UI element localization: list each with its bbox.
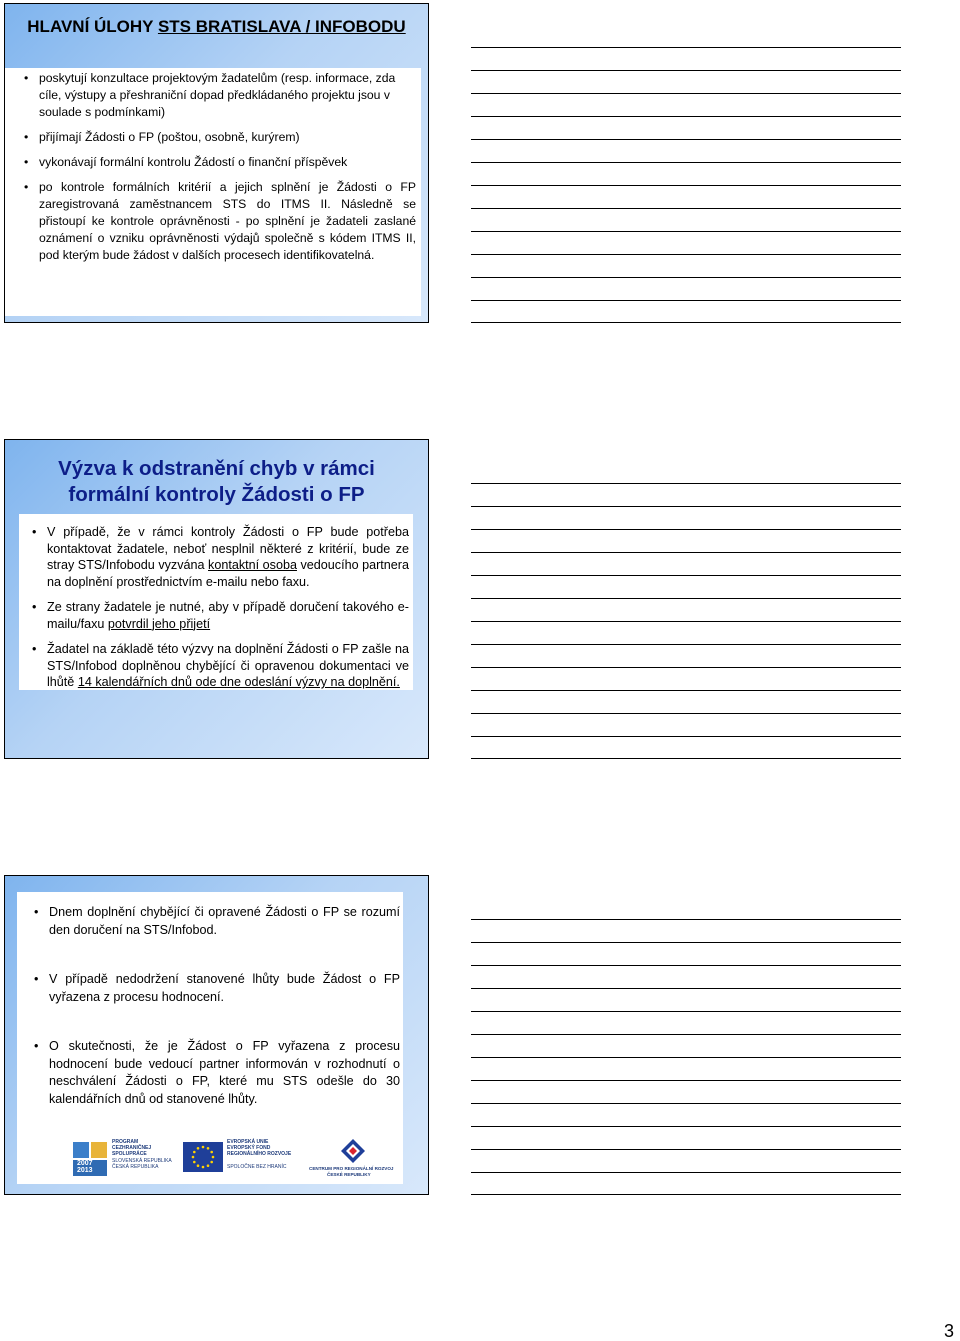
eu-logo bbox=[183, 1138, 303, 1178]
text-run: Ze strany žadatele je nutné, aby v případě doručení takového e-mailu/faxu bbox=[47, 600, 409, 631]
eu-line-1: EVROPSKÁ UNIE bbox=[227, 1139, 269, 1145]
note-line bbox=[471, 1034, 901, 1035]
eu-line-2: EVROPSKÝ FOND bbox=[227, 1145, 271, 1151]
program-line-3: SPOLUPRÁCE bbox=[112, 1151, 147, 1157]
note-line bbox=[471, 690, 901, 691]
note-line bbox=[471, 736, 901, 737]
program-line-1: PROGRAM bbox=[112, 1139, 139, 1145]
eu-line-4: SPOLOČNE BEZ HRANÍC bbox=[227, 1164, 287, 1170]
slide-2-title: Výzva k odstranění chyb v rámci formální kontroly Žádosti o FP bbox=[58, 457, 375, 506]
underlined-text: 14 kalendářních dnů ode dne odeslání výzvy na doplnění. bbox=[77, 675, 400, 689]
list-item: • V případě nedodržení stanovené lhůty bude Žádost o FP vyřazena z procesu hodnocení. bbox=[34, 971, 400, 1006]
program-year-end: 2013 bbox=[77, 1167, 93, 1174]
crr-line-2: ČESKÉ REPUBLIKY bbox=[327, 1172, 371, 1177]
logo-strip bbox=[71, 1138, 401, 1178]
list-item bbox=[32, 641, 409, 691]
note-line bbox=[471, 93, 901, 94]
note-line bbox=[471, 1126, 901, 1127]
note-line bbox=[471, 552, 901, 553]
note-line bbox=[471, 231, 901, 232]
note-line bbox=[471, 300, 901, 301]
note-line bbox=[471, 667, 901, 668]
slide-3 bbox=[4, 875, 429, 1195]
note-line bbox=[471, 322, 901, 323]
note-line bbox=[471, 621, 901, 622]
note-line bbox=[471, 483, 901, 484]
program-line-4: SLOVENSKÁ REPUBLIKA bbox=[112, 1158, 172, 1164]
note-line bbox=[471, 713, 901, 714]
slide-1-title bbox=[5, 16, 428, 37]
note-line bbox=[471, 598, 901, 599]
note-line bbox=[471, 988, 901, 989]
eu-line-3: REGIONÁLNÍHO ROZVOJE bbox=[227, 1151, 292, 1157]
crr-emblem-icon bbox=[335, 1138, 371, 1164]
list-item: • poskytují konzultace projektovým žadatelům (resp. informace, zda cíle, výstupy a přeshraniční dopad předkládaného projektu jsou v soulade s podmínkami) bbox=[24, 70, 416, 121]
note-line bbox=[471, 919, 901, 920]
program-logo bbox=[71, 1138, 171, 1178]
note-line bbox=[471, 1080, 901, 1081]
page-number: 3 bbox=[944, 1321, 955, 1341]
note-line bbox=[471, 70, 901, 71]
list-item: • Dnem doplnění chybějící či opravené Žádosti o FP se rozumí den doručení na STS/Infobod. bbox=[34, 904, 400, 939]
slide-1-title-part-b: STS BRATISLAVA / INFOBODU bbox=[157, 17, 406, 36]
note-line bbox=[471, 139, 901, 140]
underlined-text: potvrdil jeho přijetí bbox=[107, 616, 211, 631]
note-line bbox=[471, 1103, 901, 1104]
slide-2-bullet-list bbox=[32, 524, 409, 700]
note-line bbox=[471, 1057, 901, 1058]
crr-logo bbox=[309, 1138, 401, 1178]
note-line bbox=[471, 185, 901, 186]
text-run: vedoucího partnera na doplnění prostřednictvím e-mailu nebo faxu. bbox=[47, 558, 410, 589]
list-item: • vykonávají formální kontrolu Žádostí o finanční příspěvek bbox=[24, 154, 416, 171]
slide-3-bullet-list bbox=[34, 904, 400, 1140]
note-line bbox=[471, 575, 901, 576]
note-line bbox=[471, 1149, 901, 1150]
list-item: • po kontrole formálních kritérií a jejich splnění je Žádosti o FP zaregistrovaná zaměstnancem STS do ITMS II. Následně se přistoupí ke kontrole oprávněnosti - po splnění je žadateli zaslané oznámení o vzniku oprávněnosti výdajů společně s kódem ITMS II, pod kterým bude žádost v dalších procesech identifikovatelná. bbox=[24, 179, 416, 264]
slide-2 bbox=[4, 439, 429, 759]
crr-line-1: CENTRUM PRO REGIONÁLNÍ ROZVOJ bbox=[309, 1166, 394, 1171]
note-line bbox=[471, 208, 901, 209]
underlined-text: kontaktní osoba bbox=[208, 558, 297, 572]
note-line bbox=[471, 1172, 901, 1173]
slide-1-bullet-list bbox=[24, 70, 416, 272]
slide-1-title-part-a: HLAVNÍ ÚLOHY bbox=[27, 17, 158, 36]
note-line bbox=[471, 47, 901, 48]
program-year-start: 2007 bbox=[77, 1160, 93, 1167]
note-line bbox=[471, 1194, 901, 1195]
text-run: V případě, že v rámci kontroly Žádosti o FP bude potřeba kontaktovat žadatele, neboť nesplnil některé z kritérií, bude ze stray STS/Infobodu vyzvána bbox=[47, 525, 409, 572]
note-line bbox=[471, 254, 901, 255]
program-line-2: CEZHRANIČNEJ bbox=[112, 1145, 152, 1151]
note-line bbox=[471, 644, 901, 645]
note-line bbox=[471, 162, 901, 163]
program-line-5: ČESKÁ REPUBLIKA bbox=[112, 1164, 159, 1170]
slide-1 bbox=[4, 3, 429, 323]
list-item bbox=[32, 599, 409, 632]
note-line bbox=[471, 506, 901, 507]
note-line bbox=[471, 116, 901, 117]
note-line bbox=[471, 942, 901, 943]
list-item: • přijímají Žádosti o FP (poštou, osobně, kurýrem) bbox=[24, 129, 416, 146]
note-line bbox=[471, 277, 901, 278]
note-line bbox=[471, 758, 901, 759]
note-line bbox=[471, 529, 901, 530]
note-line bbox=[471, 1011, 901, 1012]
text-run: Žadatel na základě této výzvy na doplnění Žádosti o FP zašle na STS/Infobod doplněnou chybějící či opravenou dokumentaci ve lhůtě bbox=[47, 642, 409, 689]
eu-flag-icon bbox=[183, 1142, 223, 1172]
note-line bbox=[471, 965, 901, 966]
list-item: • O skutečnosti, že je Žádost o FP vyřazena z procesu hodnocení bude vedoucí partner informován v rozhodnutí o neschválení Žádosti o FP, které mu STS odešle do 30 kalendářních dnů od stanovené lhůty. bbox=[34, 1038, 400, 1108]
list-item bbox=[32, 524, 409, 590]
